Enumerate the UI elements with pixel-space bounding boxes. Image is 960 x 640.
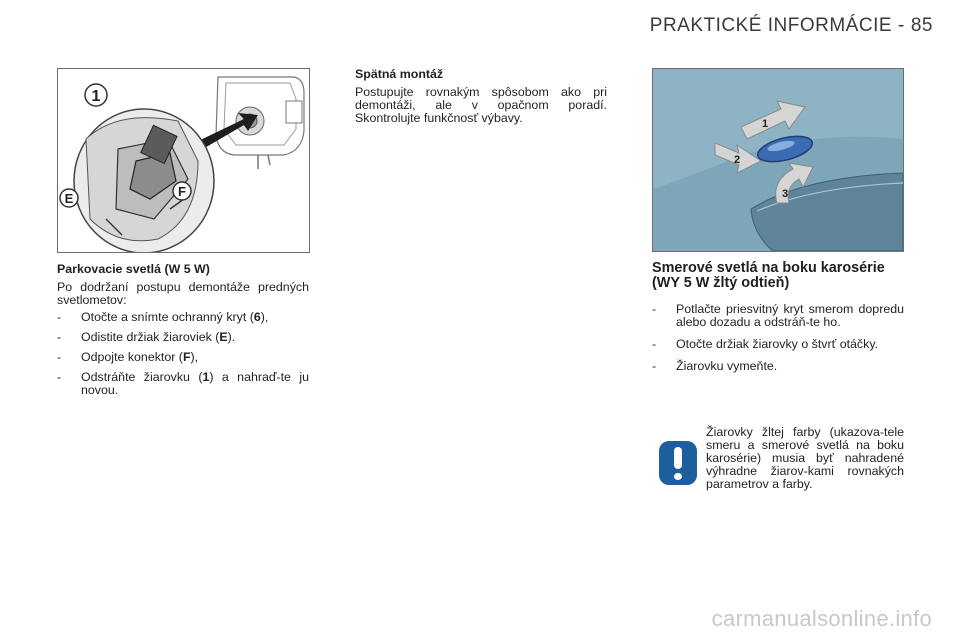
parking-lights-intro: Po dodržaní postupu demontáže predných svetlometov: xyxy=(57,280,309,307)
arrow-callout-1: 1 xyxy=(761,118,769,130)
page-number: 85 xyxy=(910,15,933,36)
watermark: carmanualsonline.info xyxy=(711,606,932,631)
parking-lights-steps xyxy=(57,311,309,397)
arrow-callout-3: 3 xyxy=(781,188,789,200)
list-item: - Odistite držiak žiaroviek (E). xyxy=(57,330,236,344)
reassembly-title: Spätná montáž xyxy=(355,67,444,81)
reassembly-text: Postupujte rovnakým spôsobom ako pri demontáži, ale v opačnom poradí. Skontrolujte funkčnosť výbavy. xyxy=(355,85,607,125)
side-indicator-drawing xyxy=(653,69,903,251)
reassembly-section xyxy=(355,68,607,129)
list-item: - Odstráňte žiarovku (1) a nahraď-te ju novou. xyxy=(57,370,309,397)
list-item: - Žiarovku vymeňte. xyxy=(652,359,778,373)
page-header xyxy=(650,15,933,37)
header-separator: - xyxy=(898,15,905,36)
arrow-callout-2: 2 xyxy=(733,154,741,166)
side-lights-steps xyxy=(652,303,904,373)
parking-lights-title: Parkovacie svetlá (W 5 W) xyxy=(57,262,210,276)
side-indicator-illustration xyxy=(652,68,904,252)
side-lights-section xyxy=(652,261,904,382)
side-lights-title: Smerové svetlá na boku karosérie (WY 5 W žltý odtieň) xyxy=(652,260,885,291)
list-item: - Odpojte konektor (F), xyxy=(57,350,199,364)
callout-f: F xyxy=(178,184,186,199)
header-title: PRAKTICKÉ INFORMÁCIE xyxy=(649,15,893,36)
callout-1: 1 xyxy=(91,88,101,105)
callout-e: E xyxy=(64,191,74,206)
list-item: - Otočte a snímte ochranný kryt (6), xyxy=(57,310,269,324)
parking-lights-section xyxy=(57,263,309,404)
headlamp-illustration xyxy=(57,68,310,253)
exclamation-icon xyxy=(659,441,697,485)
list-item: - Potlačte priesvitný kryt smerom dopredu alebo dozadu a odstráň-te ho. xyxy=(652,302,904,329)
warning-note: Žiarovky žltej farby (ukazova-tele smeru a smerové svetlá na boku karosérie) musia byť nahradené výhradne žiarov-kami rovnakých parametrov a farby. xyxy=(706,425,904,491)
headlamp-drawing xyxy=(58,69,309,252)
list-item: - Otočte držiak žiarovky o štvrť otáčky. xyxy=(652,337,879,351)
